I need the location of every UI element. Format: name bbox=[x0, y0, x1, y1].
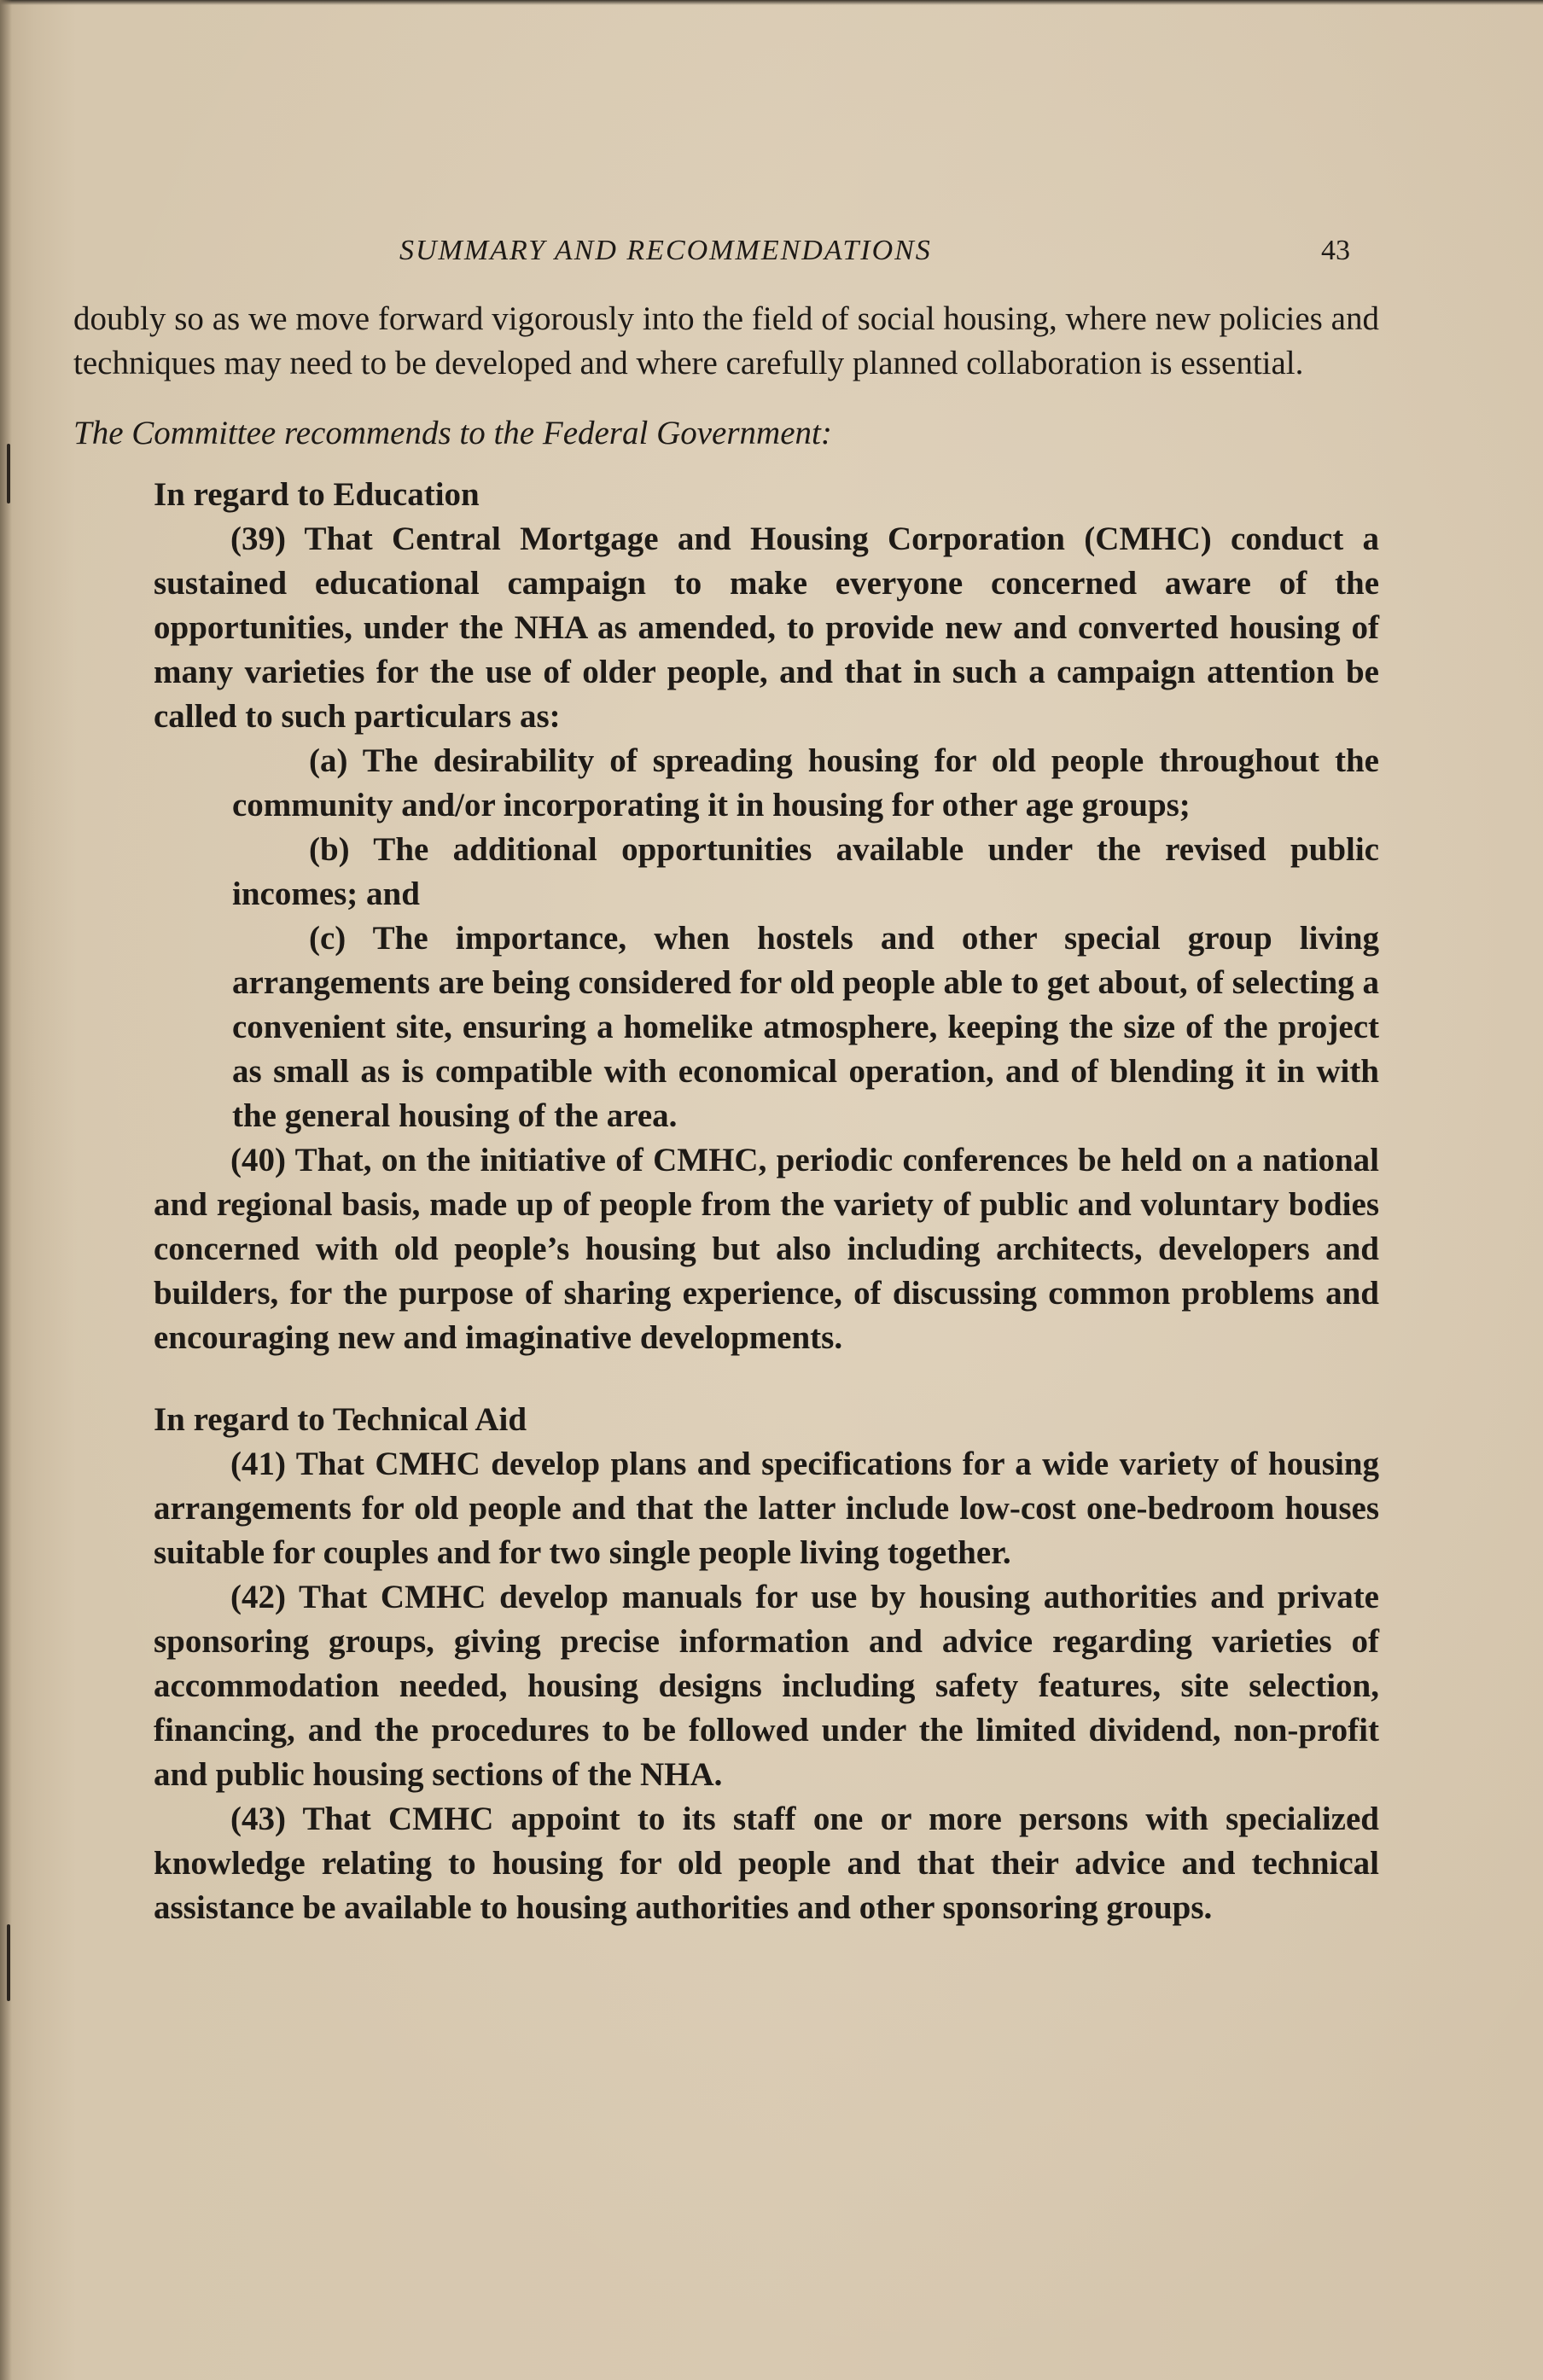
page-header bbox=[0, 229, 1543, 273]
page-body bbox=[73, 297, 1379, 1930]
section-heading-education: In regard to Education bbox=[154, 476, 480, 513]
page-number: 43 bbox=[1321, 235, 1350, 266]
recommendation-42: (42) That CMHC develop manuals for use by housing authorities and private sponsoring groups, giving precise information and advice regarding varieties of accommodation needed, housing designs including safety features, site selection, financing, and the procedures to be followed under the limited dividend, non-profit and public housing sections of the NHA. bbox=[154, 1579, 1379, 1793]
binding-mark bbox=[7, 444, 10, 503]
page-binding-shadow bbox=[0, 0, 12, 2380]
page-top-edge bbox=[0, 0, 1543, 5]
lead-sentence: The Committee recommends to the Federal Government: bbox=[73, 415, 832, 451]
section-heading-technical-aid: In regard to Technical Aid bbox=[154, 1401, 527, 1438]
recommendation-41: (41) That CMHC develop plans and specifications for a wide variety of housing arrangements for old people and that the latter include low-cost one-bedroom houses suitable for couples and for two single people living together. bbox=[154, 1446, 1379, 1571]
running-head: SUMMARY AND RECOMMENDATIONS bbox=[399, 235, 932, 266]
subitem-b: (b) The additional opportunities available under the revised public incomes; and bbox=[232, 831, 1379, 912]
intro-paragraph: doubly so as we move forward vigorously into the field of social housing, where new policies and techniques may need to be developed and where carefully planned collaboration is essential. bbox=[73, 300, 1379, 381]
binding-mark bbox=[7, 1924, 10, 2001]
recommendation-40: (40) That, on the initiative of CMHC, periodic conferences be held on a national and regional basis, made up of people from the variety of public and voluntary bodies concerned with old people’s housing but also including architects, developers and builders, for the purpose of sharing experience, of discussing common problems and encouraging new and imaginative developments. bbox=[154, 1142, 1379, 1356]
subitem-a: (a) The desirability of spreading housing for old people throughout the community and/or incorporating it in housing for other age groups; bbox=[232, 742, 1379, 823]
recommendation-43: (43) That CMHC appoint to its staff one or more persons with specialized knowledge relating to housing for old people and that their advice and technical assistance be available to housing authorities and other sponsoring groups. bbox=[154, 1801, 1379, 1926]
recommendation-39: (39) That Central Mortgage and Housing Corporation (CMHC) conduct a sustained educational campaign to make everyone concerned aware of the opportunities, under the NHA as amended, to provide new and converted housing of many varieties for the use of older people, and that in such a campaign attention be called to such particulars as: bbox=[154, 521, 1379, 735]
subitem-c: (c) The importance, when hostels and other special group living arrangements are being considered for old people able to get about, of selecting a convenient site, ensuring a homelike atmosphere, keeping the size of the project as small as is compatible with economical operation, and of blending it in with the general housing of the area. bbox=[232, 920, 1379, 1134]
